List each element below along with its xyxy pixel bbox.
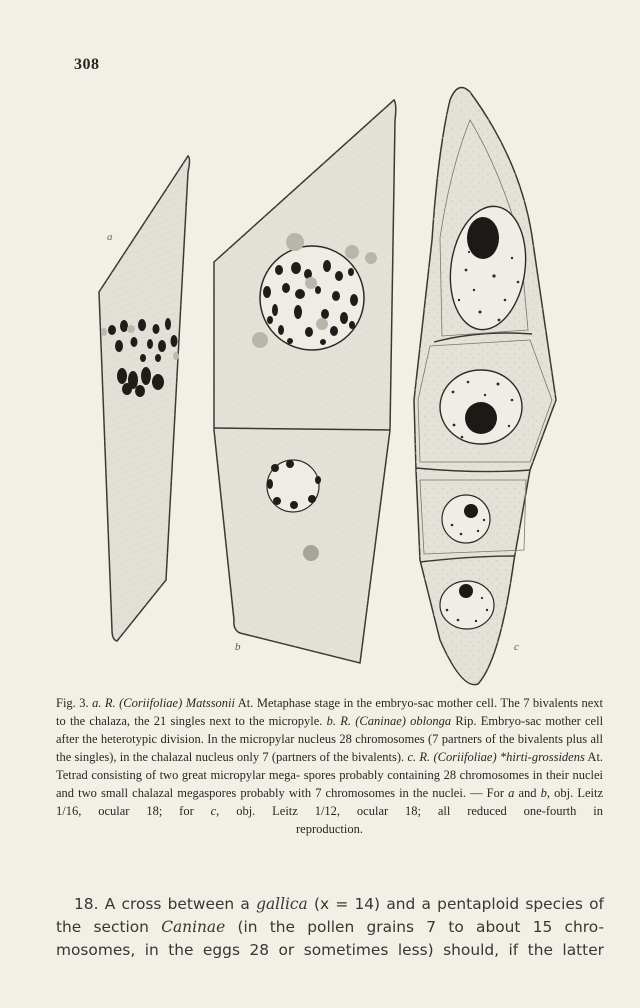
caption-c-label: c. xyxy=(407,750,417,764)
caption-a-author: At. xyxy=(237,696,254,710)
caption-c-text-4: a xyxy=(508,786,515,800)
body-line-1-end: and a pentaploid species xyxy=(386,895,583,913)
body-line-1: 18. A cross between a xyxy=(74,895,250,913)
caption-c-text-9: c, xyxy=(210,804,220,818)
label-a: a xyxy=(107,231,113,243)
caption-c-text-8: Leitz 1/16, ocular 18; for xyxy=(56,786,604,818)
caption-b-text-2: In the micropylar nucleus 28 chromosomes (7 partners of the bivalents plus all xyxy=(207,732,603,746)
caption-c-text-1: Tetrad consisting of two great micropylar mega- xyxy=(56,768,301,782)
caption-a-text-2: cell. The 7 bivalents next to the chalaza, the 21 singles next to the micropyle. xyxy=(56,696,604,728)
figure-3-illustration xyxy=(0,70,640,690)
caption-c-text-7: obj. xyxy=(554,786,574,800)
cell-c xyxy=(414,88,556,685)
page-number: 308 xyxy=(74,56,100,73)
body-line-2-start: of the section xyxy=(56,895,604,936)
caption-c-text-5: and xyxy=(518,786,537,800)
caption-c-taxon-1: R. xyxy=(419,750,431,764)
caption-b-author: Rip. xyxy=(455,714,477,728)
cell-a xyxy=(99,156,190,641)
caption-b-text-1: Embryo-sac mother cell after the heterotypic division. xyxy=(56,714,604,746)
caption-c-taxon-2: (Coriifoliae) *hirti-grossidens xyxy=(433,750,585,764)
caption-a-text-1: Metaphase stage in the embryo-sac mother xyxy=(256,696,473,710)
label-c: c xyxy=(514,641,519,653)
body-gallica: gallica xyxy=(256,895,308,913)
caption-b-taxon: R. (Caninae) oblonga xyxy=(340,714,452,728)
caption-a-taxon: R. (Coriifoliae) Matssonii xyxy=(104,696,236,710)
caption-c-author: At. xyxy=(587,750,604,764)
body-formula: (x = 14) xyxy=(313,895,381,913)
body-caninae: Caninae xyxy=(161,918,226,936)
body-line-3: mosomes, in the eggs 28 or sometimes less) should, if the latter xyxy=(56,941,604,959)
caption-c-text-6: b, xyxy=(540,786,551,800)
caption-b-text-3: the singles), in the chalazal nucleus only 7 (partners of the bivalents). xyxy=(56,750,405,764)
caption-fig-ref: Fig. 3. xyxy=(56,696,89,710)
caption-c-text-11: reproduction. xyxy=(296,822,363,836)
label-b: b xyxy=(235,641,241,653)
caption-c-text-2: spores probably containing 28 chromosomes in their nuclei and two small chalazal xyxy=(56,768,603,800)
figure-caption xyxy=(56,694,603,838)
caption-c-text-3: megaspores probably with 7 chromosomes in the nuclei. — For xyxy=(177,786,505,800)
body-line-2-end: (in the pollen grains 7 to about 15 chro- xyxy=(237,918,604,936)
caption-c-text-10: obj. Leitz 1/12, ocular 18; all reduced one-fourth in xyxy=(236,804,603,818)
caption-b-label: b. xyxy=(326,714,336,728)
caption-a-label: a. xyxy=(92,696,102,710)
body-paragraph xyxy=(56,893,604,962)
cell-b xyxy=(214,100,396,663)
